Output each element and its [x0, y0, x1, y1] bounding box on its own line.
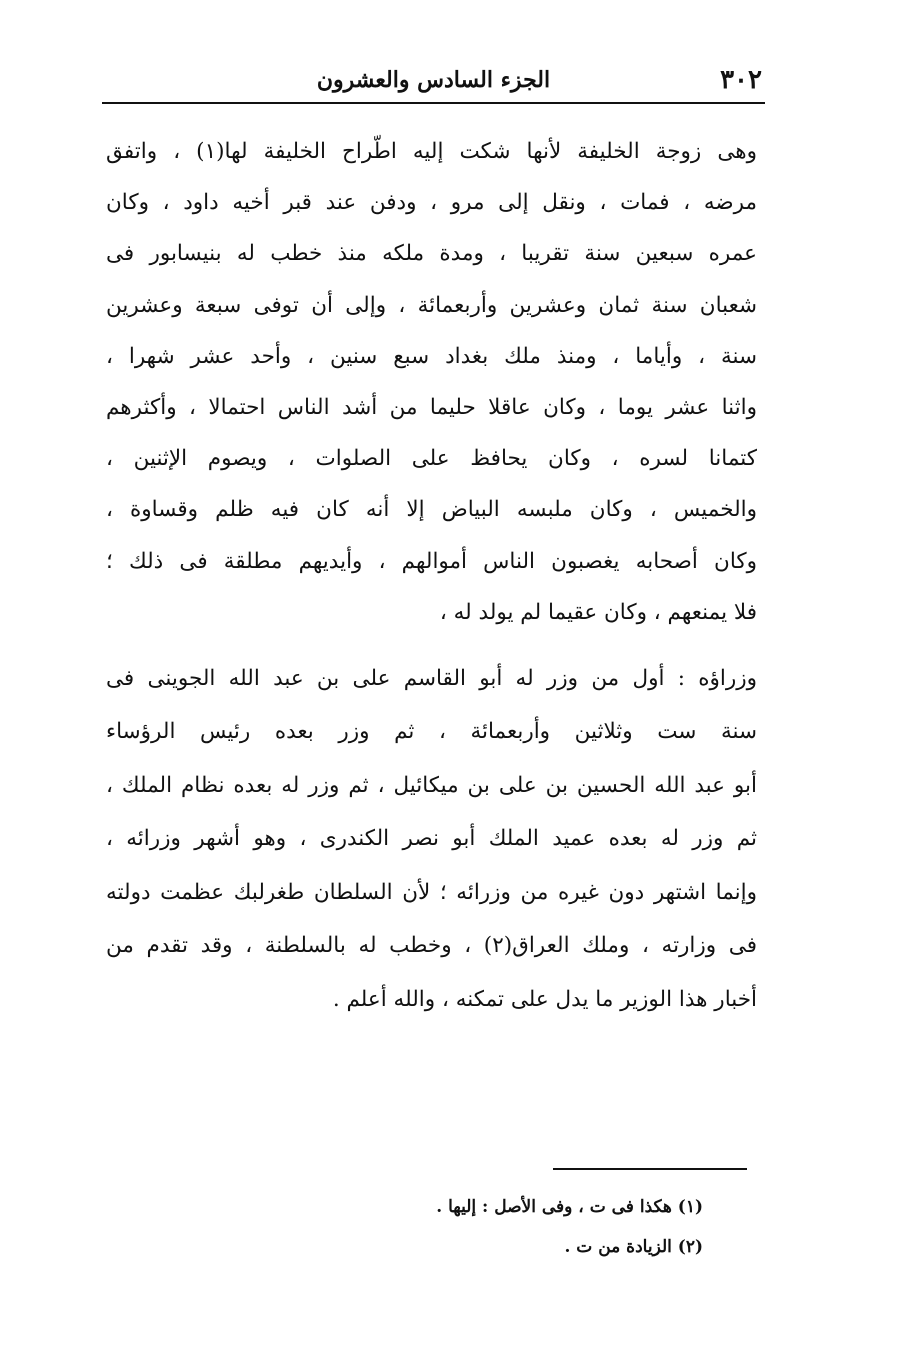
- text-line: مرضه ، فمات ، ونقل إلى مرو ، ودفن عند قبر أخيه داود ، وكان: [106, 190, 757, 216]
- footnotes: [383, 1187, 703, 1267]
- text-line: أبو عبد الله الحسين بن على بن ميكائيل ، ثم وزر له بعده نظام الملك ،: [106, 772, 757, 798]
- header-rule: [102, 102, 765, 104]
- page-number: ٣٠٢: [720, 65, 762, 95]
- text-line: واثنا عشر يوما ، وكان عاقلا حليما من أشد الناس احتمالا ، وأكثرهم: [106, 394, 757, 420]
- text-line: كتمانا لسره ، وكان يحافظ على الصلوات ، ويصوم الإثنين ،: [106, 446, 757, 472]
- footnote-2: (٢) الزيادة من ت .: [564, 1237, 703, 1257]
- text-line: فلا يمنعهم ، وكان عقيما لم يولد له ،: [439, 599, 757, 625]
- text-line: فى وزارته ، وملك العراق(٢) ، وخطب له بالسلطنة ، وقد تقدم من: [106, 933, 757, 959]
- text-line: وإنما اشتهر دون غيره من وزرائه ؛ لأن السلطان طغرلبك عظمت دولته: [106, 879, 757, 905]
- paragraph-viziers: [106, 652, 757, 1027]
- text-line: سنة ست وثلاثين وأربعمائة ، ثم وزر بعده رئيس الرؤساء: [106, 719, 757, 745]
- running-title: الجزء السادس والعشرون: [316, 67, 551, 93]
- text-line: وكان أصحابه يغصبون الناس أموالهم ، وأيديهم مطلقة فى ذلك ؛: [106, 548, 757, 574]
- footnote-rule: [553, 1168, 747, 1170]
- footnote-1: (١) هكذا فى ت ، وفى الأصل : إليها .: [436, 1197, 703, 1217]
- text-line: ثم وزر له بعده عميد الملك أبو نصر الكندرى ، وهو أشهر وزرائه ،: [106, 826, 757, 852]
- paragraph-sultan-death: [106, 126, 757, 638]
- text-line: شعبان سنة ثمان وعشرين وأربعمائة ، وإلى أن توفى سبعة وعشرين: [106, 292, 757, 318]
- text-line: سنة ، وأياما ، ومنذ ملك بغداد سبع سنين ، وأحد عشر شهرا ،: [106, 343, 757, 369]
- text-line: وهى زوجة الخليفة لأنها شكت إليه اطّراح الخليفة لها(١) ، واتفق: [106, 139, 757, 164]
- text-line: أخبار هذا الوزير ما يدل على تمكنه ، والله أعلم .: [332, 986, 757, 1012]
- main-text: [106, 126, 757, 1026]
- text-line: عمره سبعين سنة تقريبا ، ومدة ملكه منذ خطب له بنيسابور فى: [106, 241, 757, 267]
- page-header: [106, 62, 762, 98]
- text-line: والخميس ، وكان ملبسه البياض إلا أنه كان فيه ظلم وقساوة ،: [106, 497, 757, 523]
- text-line: وزراؤه : أول من وزر له أبو القاسم على بن عبد الله الجوينى فى: [106, 665, 757, 691]
